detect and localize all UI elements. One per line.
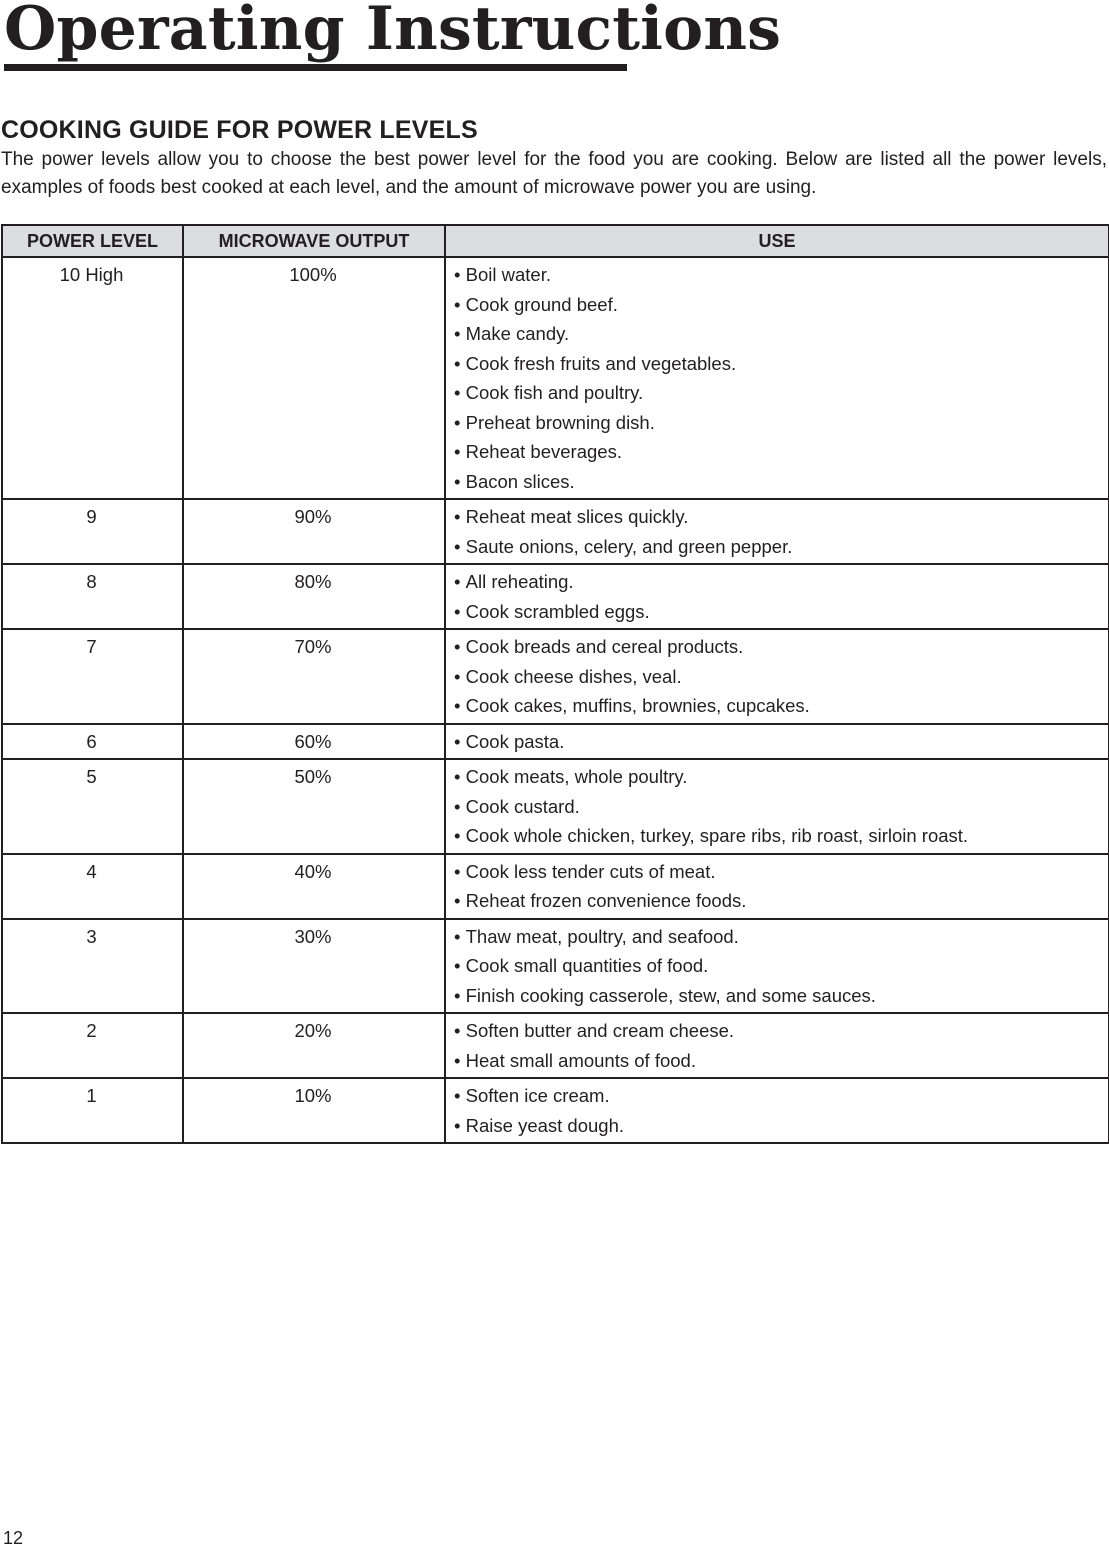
use-cell — [445, 1013, 1109, 1078]
use-item: • Heat small amounts of food. — [454, 1046, 1108, 1076]
intro-paragraph: The power levels allow you to choose the best power level for the food you are cooking. Below are listed all the power levels, examples of foods best cooked at each level, and the amount of microwave power you are using. — [1, 149, 1107, 198]
use-list — [454, 567, 1108, 626]
use-item: • Cook less tender cuts of meat. — [454, 857, 1108, 887]
use-cell — [445, 854, 1109, 919]
power-level-cell: 5 — [2, 759, 183, 854]
power-level-cell: 1 — [2, 1078, 183, 1143]
microwave-output-cell: 50% — [183, 759, 445, 854]
microwave-output-cell: 90% — [183, 499, 445, 564]
use-cell — [445, 499, 1109, 564]
header-microwave-output: MICROWAVE OUTPUT — [183, 225, 445, 257]
microwave-output-cell: 80% — [183, 564, 445, 629]
table-row — [2, 499, 1109, 564]
use-item: • Cook whole chicken, turkey, spare ribs, rib roast, sirloin roast. — [454, 821, 1108, 851]
use-item: • Cook small quantities of food. — [454, 951, 1108, 981]
table-row — [2, 1078, 1109, 1143]
use-item: • Preheat browning dish. — [454, 408, 1108, 438]
microwave-output-cell: 100% — [183, 257, 445, 499]
power-level-cell: 6 — [2, 724, 183, 760]
microwave-output-cell: 60% — [183, 724, 445, 760]
use-item: • Cook ground beef. — [454, 290, 1108, 320]
table-row — [2, 564, 1109, 629]
table-row — [2, 1013, 1109, 1078]
use-item: • All reheating. — [454, 567, 1108, 597]
use-cell — [445, 919, 1109, 1014]
use-list — [454, 1081, 1108, 1140]
table-row — [2, 854, 1109, 919]
table-header-row — [2, 225, 1109, 257]
use-item: • Reheat frozen convenience foods. — [454, 886, 1108, 916]
table-row — [2, 257, 1109, 499]
power-level-cell: 2 — [2, 1013, 183, 1078]
use-item: • Cook breads and cereal products. — [454, 632, 1108, 662]
microwave-output-cell: 30% — [183, 919, 445, 1014]
use-item: • Reheat meat slices quickly. — [454, 502, 1108, 532]
table-row — [2, 629, 1109, 724]
microwave-output-cell: 70% — [183, 629, 445, 724]
use-item: • Finish cooking casserole, stew, and some sauces. — [454, 981, 1108, 1011]
use-cell — [445, 1078, 1109, 1143]
power-level-cell: 7 — [2, 629, 183, 724]
use-item: • Cook cheese dishes, veal. — [454, 662, 1108, 692]
use-item: • Cook meats, whole poultry. — [454, 762, 1108, 792]
use-cell — [445, 257, 1109, 499]
table-header — [2, 225, 1109, 257]
microwave-output-cell: 10% — [183, 1078, 445, 1143]
use-item: • Cook fish and poultry. — [454, 378, 1108, 408]
use-item: • Cook scrambled eggs. — [454, 597, 1108, 627]
power-level-cell: 10 High — [2, 257, 183, 499]
table-row — [2, 724, 1109, 760]
use-cell — [445, 724, 1109, 760]
use-list — [454, 502, 1108, 561]
use-item: • Raise yeast dough. — [454, 1111, 1108, 1141]
use-list — [454, 762, 1108, 851]
microwave-output-cell: 20% — [183, 1013, 445, 1078]
use-cell — [445, 564, 1109, 629]
header-power-level: POWER LEVEL — [2, 225, 183, 257]
power-level-cell: 4 — [2, 854, 183, 919]
use-list — [454, 727, 1108, 757]
use-list — [454, 260, 1108, 496]
use-item: • Cook cakes, muffins, brownies, cupcakes. — [454, 691, 1108, 721]
use-item: • Cook pasta. — [454, 727, 1108, 757]
microwave-output-cell: 40% — [183, 854, 445, 919]
use-item: • Cook custard. — [454, 792, 1108, 822]
power-level-table — [1, 224, 1109, 1144]
table-body — [2, 257, 1109, 1143]
use-item: • Soften butter and cream cheese. — [454, 1016, 1108, 1046]
use-list — [454, 922, 1108, 1011]
power-level-cell: 3 — [2, 919, 183, 1014]
use-cell — [445, 629, 1109, 724]
page-number: 12 — [3, 1528, 24, 1548]
title-rule — [4, 64, 627, 71]
power-level-cell: 8 — [2, 564, 183, 629]
use-item: • Reheat beverages. — [454, 437, 1108, 467]
use-item: • Cook fresh fruits and vegetables. — [454, 349, 1108, 379]
use-item: • Bacon slices. — [454, 467, 1108, 497]
use-item: • Boil water. — [454, 260, 1108, 290]
use-list — [454, 857, 1108, 916]
use-item: • Thaw meat, poultry, and seafood. — [454, 922, 1108, 952]
use-item: • Soften ice cream. — [454, 1081, 1108, 1111]
use-list — [454, 632, 1108, 721]
power-level-cell: 9 — [2, 499, 183, 564]
page-title: Operating Instructions — [4, 0, 782, 64]
table-row — [2, 919, 1109, 1014]
use-list — [454, 1016, 1108, 1075]
table-row — [2, 759, 1109, 854]
header-use: USE — [445, 225, 1109, 257]
section-heading: COOKING GUIDE FOR POWER LEVELS — [1, 116, 478, 144]
use-cell — [445, 759, 1109, 854]
use-item: • Make candy. — [454, 319, 1108, 349]
use-item: • Saute onions, celery, and green pepper. — [454, 532, 1108, 562]
